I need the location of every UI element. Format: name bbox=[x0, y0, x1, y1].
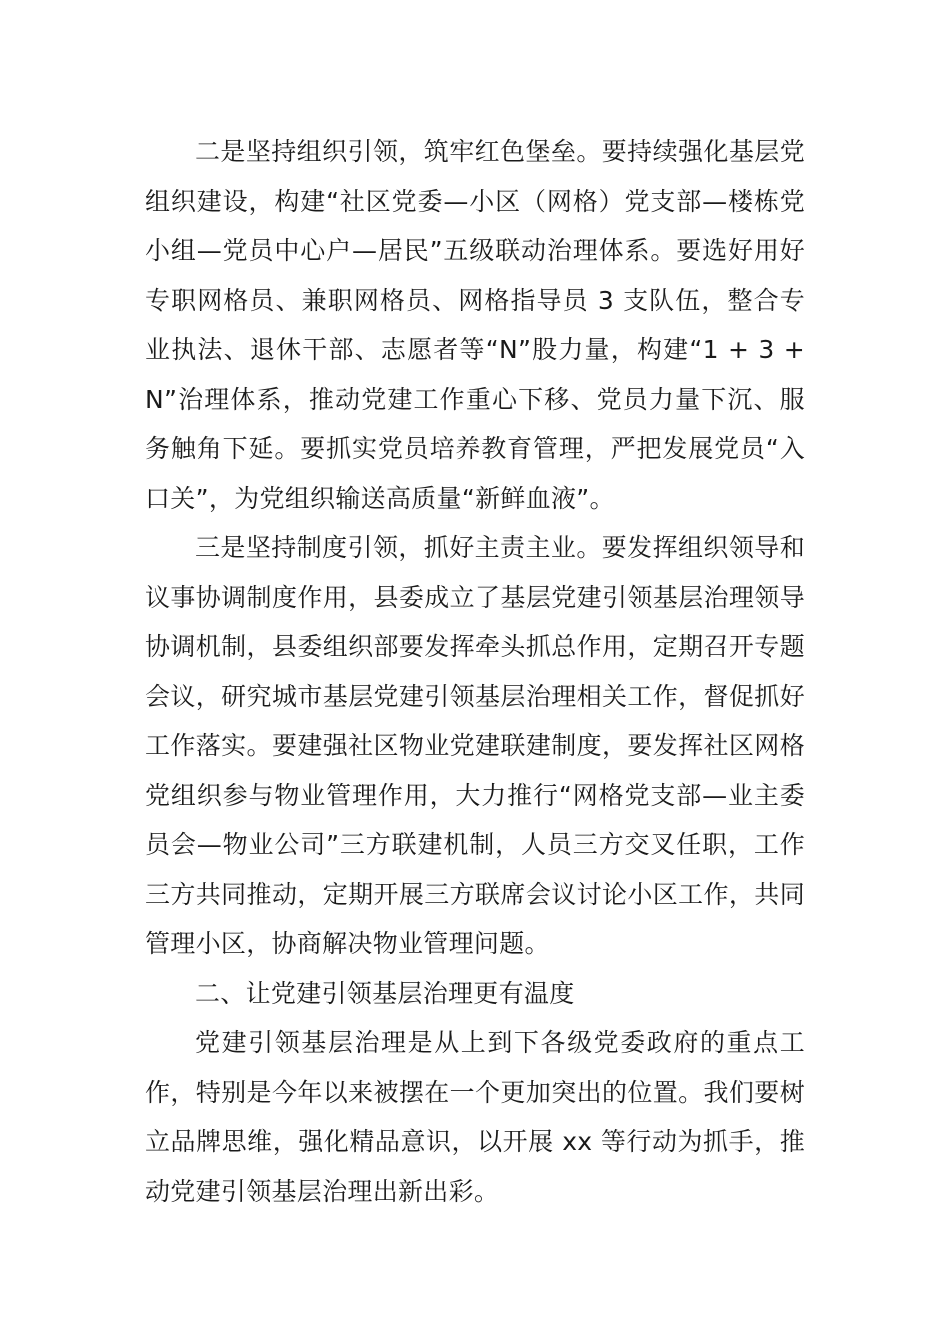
paragraph-organization-leadership: 二是坚持组织引领，筑牢红色堡垒。要持续强化基层党组织建设，构建“社区党委—小区（网格）党支部—楼栋党小组—党员中心户—居民”五级联动治理体系。要选好用好专职网格员、兼职网格员、网格指导员 3 支队伍，整合专业执法、退休干部、志愿者等“N”股力量，构建“1 + 3 + N”治理体系，推动党建工作重心下移、党员力量下沉、服务触角下延。要抓实党员培养教育管理，严把发展党员“入口关”，为党组织输送高质量“新鲜血液”。 bbox=[145, 137, 805, 513]
paragraph-section-intro: 党建引领基层治理是从上到下各级党委政府的重点工作，特别是今年以来被摆在一个更加突出的位置。我们要树立品牌思维，强化精品意识，以开展 xx 等行动为抓手，推动党建引领基层治理出新出彩。 bbox=[145, 1028, 805, 1206]
paragraph-system-leadership: 三是坚持制度引领，抓好主责主业。要发挥组织领导和议事协调制度作用，县委成立了基层党建引领基层治理领导协调机制，县委组织部要发挥牵头抓总作用，定期召开专题会议，研究城市基层党建引领基层治理相关工作，督促抓好工作落实。要建强社区物业党建联建制度，要发挥社区网格党组织参与物业管理作用，大力推行“网格党支部—业主委员会—物业公司”三方联建机制，人员三方交叉任职，工作三方共同推动，定期开展三方联席会议讨论小区工作，共同管理小区，协商解决物业管理问题。 bbox=[145, 533, 805, 958]
document-body bbox=[145, 127, 805, 1216]
section-heading: 二、让党建引领基层治理更有温度 bbox=[195, 978, 575, 1008]
